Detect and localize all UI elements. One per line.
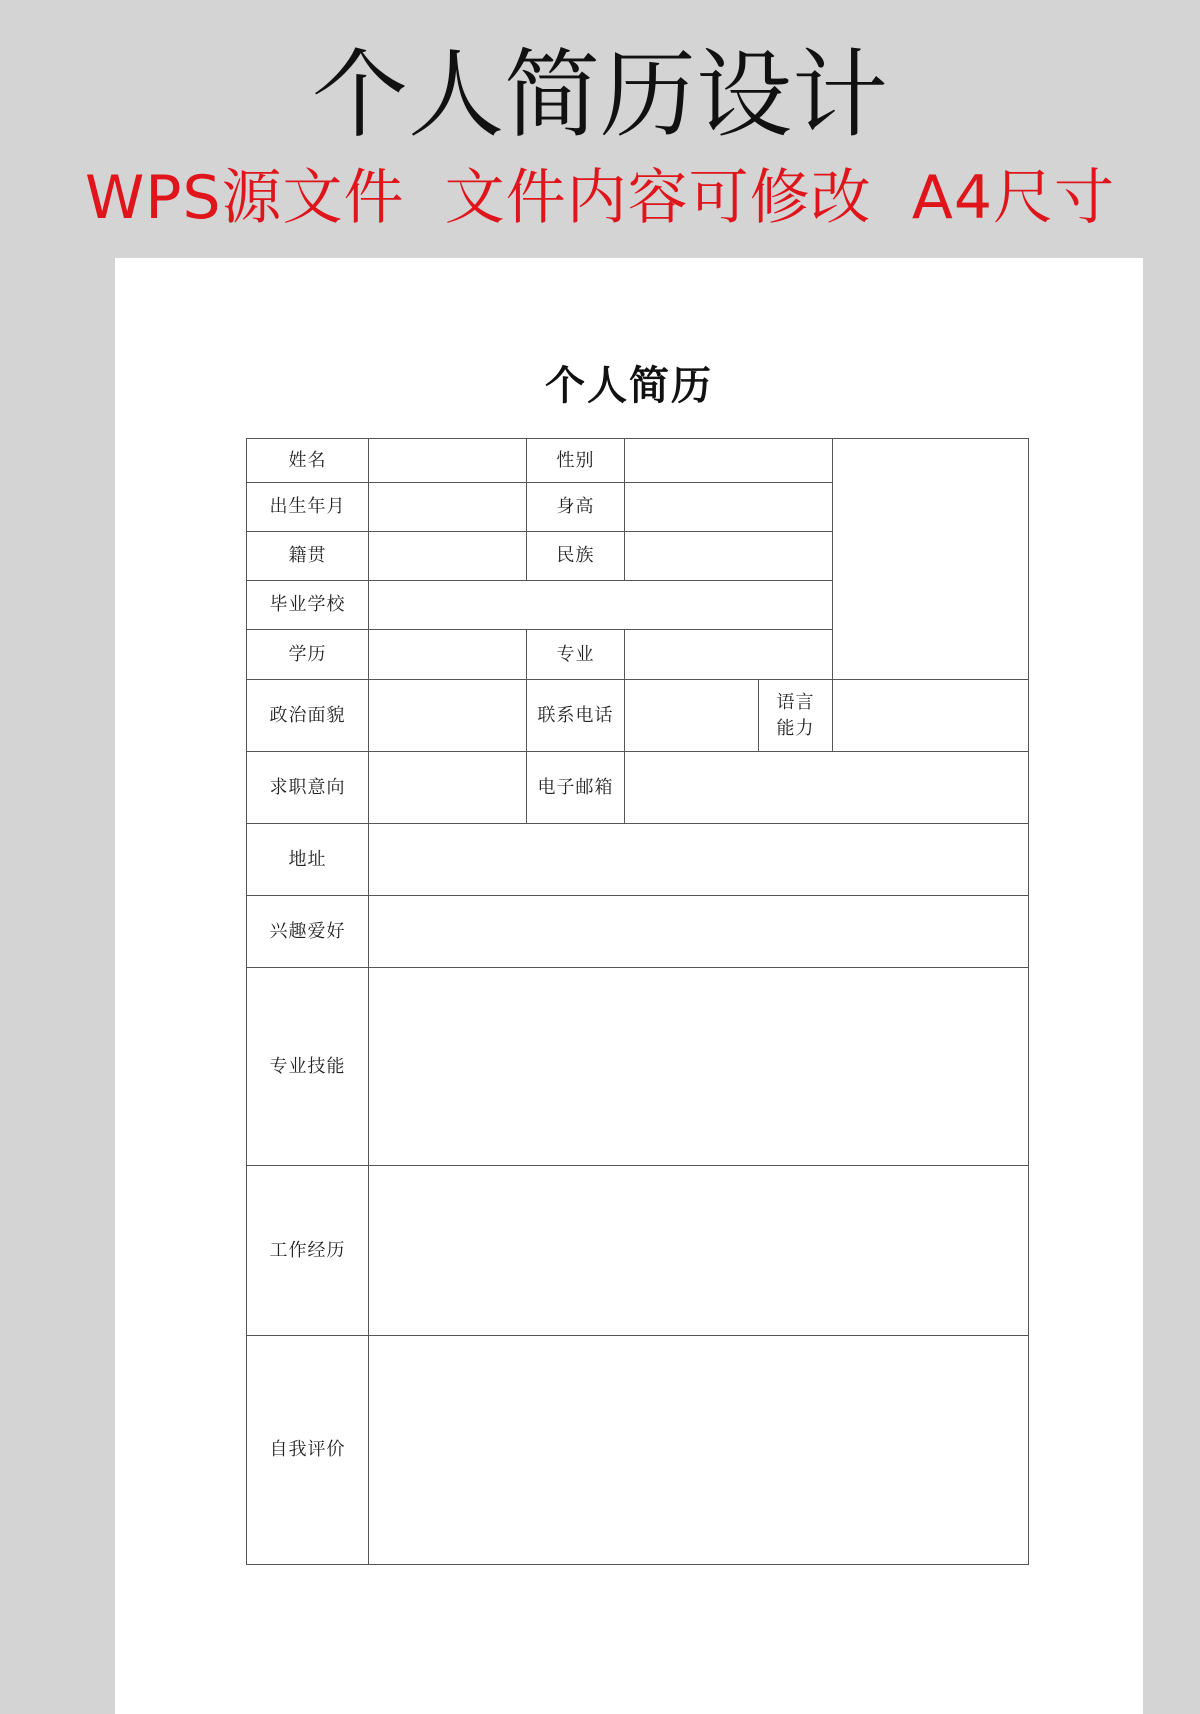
label-email: 电子邮箱	[527, 752, 625, 824]
value-school[interactable]	[369, 581, 833, 630]
value-phone[interactable]	[625, 680, 759, 752]
label-gender: 性别	[527, 439, 625, 483]
label-work-experience: 工作经历	[247, 1166, 369, 1336]
value-email[interactable]	[625, 752, 1029, 824]
label-native-place: 籍贯	[247, 532, 369, 581]
table-row	[247, 752, 1029, 824]
label-hobbies: 兴趣爱好	[247, 896, 369, 968]
value-name[interactable]	[369, 439, 527, 483]
value-native-place[interactable]	[369, 532, 527, 581]
table-row	[247, 824, 1029, 896]
label-skills: 专业技能	[247, 968, 369, 1166]
value-skills[interactable]	[369, 968, 1029, 1166]
label-school: 毕业学校	[247, 581, 369, 630]
label-job-intention: 求职意向	[247, 752, 369, 824]
value-ethnicity[interactable]	[625, 532, 833, 581]
table-row	[247, 680, 1029, 752]
label-self-evaluation: 自我评价	[247, 1336, 369, 1565]
table-row	[247, 896, 1029, 968]
banner-title: 个人简历设计	[312, 39, 888, 151]
label-political-status: 政治面貌	[247, 680, 369, 752]
photo-cell[interactable]	[833, 439, 1029, 680]
label-height: 身高	[527, 483, 625, 532]
value-address[interactable]	[369, 824, 1029, 896]
label-birth: 出生年月	[247, 483, 369, 532]
label-language-line1: 语言	[776, 691, 815, 713]
label-address: 地址	[247, 824, 369, 896]
label-name: 姓名	[247, 439, 369, 483]
label-phone: 联系电话	[527, 680, 625, 752]
value-education[interactable]	[369, 630, 527, 680]
document-title: 个人简历	[545, 362, 713, 409]
table-row	[247, 1166, 1029, 1336]
label-major: 专业	[527, 630, 625, 680]
value-self-evaluation[interactable]	[369, 1336, 1029, 1565]
value-job-intention[interactable]	[369, 752, 527, 824]
banner-subtitle: WPS源文件 文件内容可修改 A4尺寸	[84, 163, 1116, 233]
value-major[interactable]	[625, 630, 833, 680]
table-row	[247, 439, 1029, 483]
label-language-line2: 能力	[776, 717, 815, 739]
resume-page	[115, 258, 1143, 1714]
label-language	[759, 680, 833, 752]
resume-table	[246, 438, 1029, 1565]
value-work-experience[interactable]	[369, 1166, 1029, 1336]
value-language[interactable]	[833, 680, 1029, 752]
table-row	[247, 968, 1029, 1166]
value-birth[interactable]	[369, 483, 527, 532]
label-education: 学历	[247, 630, 369, 680]
table-row	[247, 1336, 1029, 1565]
label-ethnicity: 民族	[527, 532, 625, 581]
value-hobbies[interactable]	[369, 896, 1029, 968]
value-gender[interactable]	[625, 439, 833, 483]
value-height[interactable]	[625, 483, 833, 532]
value-political-status[interactable]	[369, 680, 527, 752]
